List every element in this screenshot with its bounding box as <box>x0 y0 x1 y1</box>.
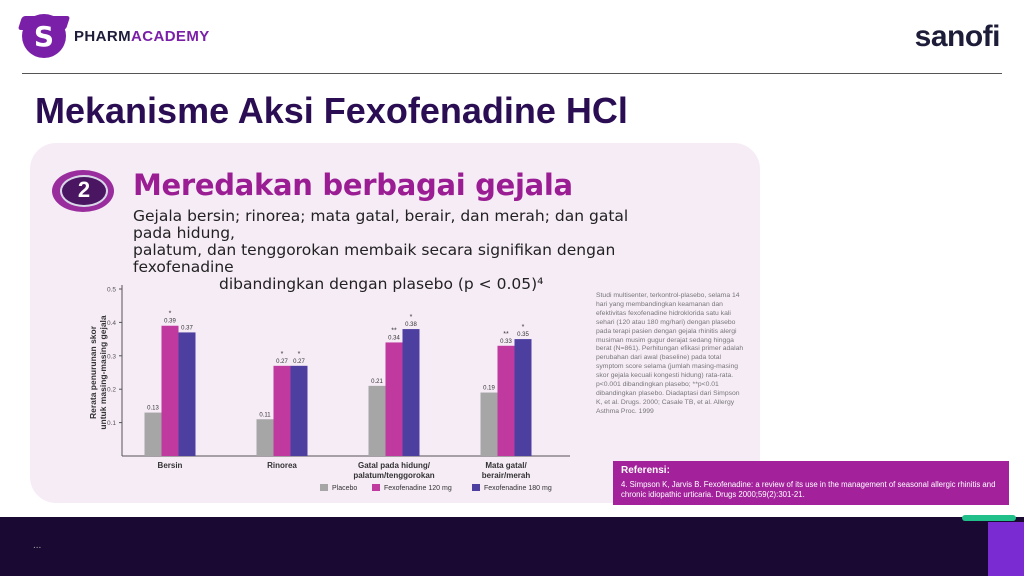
category-label: Mata gatal/ <box>485 461 527 470</box>
card-subtitle-line3: dibandingkan dengan plasebo (p < 0.05)⁴ <box>219 275 544 293</box>
bar-1-0 <box>162 326 179 456</box>
data-label: 0.34 <box>388 335 400 342</box>
brand-name <box>74 28 210 45</box>
legend-label: Fexofenadine 180 mg <box>484 485 552 492</box>
number-badge <box>52 170 118 214</box>
bar-2-2 <box>403 329 420 456</box>
card-subtitle-line2: palatum, dan tenggorokan membaik secara signifikan dengan fexofenadine <box>133 241 616 276</box>
slide-title: Mekanisme Aksi Fexofenadine HCl <box>35 90 628 131</box>
bar-2-3 <box>515 339 532 456</box>
reference-title: Referensi: <box>621 465 670 476</box>
number-badge-value: 2 <box>77 177 91 202</box>
significance-mark: ** <box>391 327 397 335</box>
reference-box <box>613 461 1009 505</box>
header-divider <box>22 73 1002 74</box>
bar-0-1 <box>257 419 274 456</box>
data-label: 0.39 <box>164 318 176 325</box>
legend-swatch <box>372 484 380 491</box>
y-tick-label: 0.5 <box>106 286 116 294</box>
data-label: 0.33 <box>500 338 512 345</box>
reference-text: 4. Simpson K, Jarvis B. Fexofenadine: a review of its use in the management of seasonal allergic rhinitis and chronic idiopathic urticaria. Drugs 2000;59(2):301-21. <box>621 480 996 499</box>
data-label: 0.35 <box>517 332 529 339</box>
pharmacademy-logo-icon: S <box>22 14 66 58</box>
significance-mark: * <box>521 324 525 332</box>
data-label: 0.27 <box>293 358 305 365</box>
footer-accent-green <box>962 515 1016 521</box>
pharmacademy-logo <box>22 14 210 58</box>
category-label: Bersin <box>157 461 183 470</box>
bar-1-3 <box>498 346 515 456</box>
bar-0-3 <box>481 393 498 456</box>
significance-mark: * <box>168 310 172 318</box>
card-title: Meredakan berbagai gejala <box>133 168 573 202</box>
data-label: 0.37 <box>181 325 193 332</box>
data-label: 0.13 <box>147 405 159 412</box>
significance-mark: ** <box>503 330 509 338</box>
legend-label: Placebo <box>332 485 358 492</box>
y-tick-label: 0.1 <box>106 420 116 428</box>
bar-chart <box>80 275 580 500</box>
bar-2-0 <box>179 332 196 456</box>
legend-swatch <box>472 484 480 491</box>
footer-bar <box>0 517 1024 576</box>
significance-mark: * <box>409 314 413 322</box>
bar-1-2 <box>386 342 403 456</box>
category-label: Rinorea <box>267 461 297 470</box>
category-label: Gatal pada hidung/ <box>357 461 431 470</box>
bar-0-2 <box>369 386 386 456</box>
sanofi-logo: sanofi <box>914 20 1000 53</box>
data-label: 0.11 <box>259 412 271 419</box>
category-label: palatum/tenggorokan <box>353 471 435 480</box>
legend-label: Fexofenadine 120 mg <box>384 485 452 492</box>
significance-mark: * <box>280 350 284 358</box>
bar-2-1 <box>291 366 308 456</box>
data-label: 0.27 <box>276 358 288 365</box>
y-axis-label-line2: untuk masing-masing gejala <box>98 315 108 430</box>
category-label: berair/merah <box>481 471 531 480</box>
y-axis-label-line1: Rerata penurunan skor <box>88 325 98 420</box>
legend-swatch <box>320 484 328 491</box>
data-label: 0.38 <box>405 322 417 329</box>
brand-academy: ACADEMY <box>131 27 210 45</box>
y-tick-label: 0.2 <box>106 386 116 394</box>
bar-0-0 <box>145 413 162 456</box>
significance-mark: * <box>297 350 301 358</box>
footer-dots: ... <box>33 540 42 551</box>
data-label: 0.19 <box>483 385 495 392</box>
brand-pharm: PHARM <box>74 27 131 45</box>
card-subtitle-line1: Gejala bersin; rinorea; mata gatal, berair, dan merah; dan gatal pada hidung, <box>133 207 629 242</box>
data-label: 0.21 <box>371 378 383 385</box>
footer-accent-purple <box>988 522 1024 576</box>
bar-1-1 <box>274 366 291 456</box>
y-tick-label: 0.3 <box>106 353 116 361</box>
y-tick-label: 0.4 <box>106 319 116 327</box>
study-note: Studi multisenter, terkontrol-plasebo, selama 14 hari yang membandingkan keamanan dan efektivitas fexofenadine hidroklorida satu kali sehari (120 atau 180 mg/hari) dengan plasebo pada terapi pasien dengan gejala rhinitis alergi musiman musim gugur derajat sedang hingga berat (N=861). Perhitungan efikasi primer adalah perubahan dari awal (baseline) pada total symptom score selama (jumlah masing-masing skor gejala kecuali kongesti hidung) rata-rata. p<0.001 dibandingkan plasebo; **p<0.01 dibandingkan plasebo. Diadaptasi dari Simpson K, et al. Drugs. 2000; Casale TB, et al. Allergy Asthma Proc. 1999 <box>596 292 744 415</box>
